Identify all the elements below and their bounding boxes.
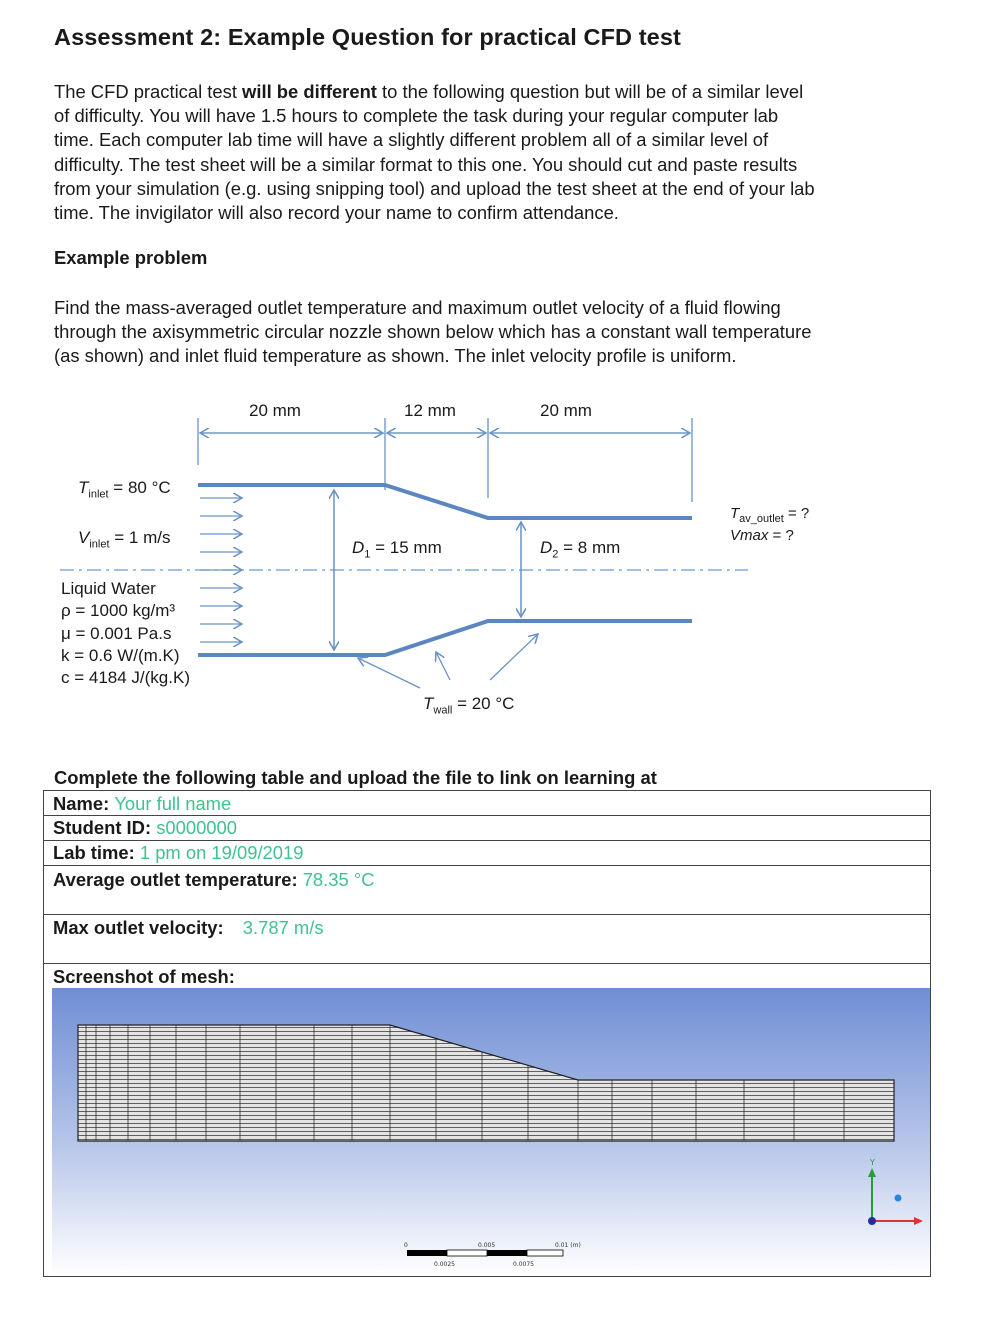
tav-outlet-label: $T_{av\_outlet}$ = ? bbox=[730, 505, 810, 525]
table-row-lab bbox=[43, 840, 931, 866]
fluid-rho: ρ = 1000 kg/m³ bbox=[61, 601, 176, 620]
table-row-name bbox=[43, 790, 931, 816]
dim-label-3: 20 mm bbox=[540, 401, 592, 420]
problem-paragraph bbox=[54, 296, 811, 369]
problem-line: (as shown) and inlet fluid temperature as shown. The inlet velocity profile is uniform. bbox=[54, 345, 737, 367]
velocity-value[interactable]: 3.787 m/s bbox=[242, 917, 324, 938]
intro-line: of difficulty. You will have 1.5 hours to complete the task during your regular computer lab bbox=[54, 105, 779, 127]
twall-arrows bbox=[358, 634, 538, 688]
fluid-c: c = 4184 J/(kg.K) bbox=[61, 668, 190, 687]
mesh-label: Screenshot of mesh: bbox=[53, 966, 235, 987]
dim-label-1: 20 mm bbox=[249, 401, 301, 420]
axis-y-label: Y bbox=[870, 1158, 875, 1167]
fluid-k: k = 0.6 W/(m.K) bbox=[61, 646, 180, 665]
intro-paragraph bbox=[54, 80, 815, 225]
inlet-flow-arrows bbox=[200, 498, 242, 642]
name-value[interactable]: Your full name bbox=[114, 793, 232, 814]
example-heading: Example problem bbox=[54, 247, 208, 268]
intro-line: time. Each computer lab time will have a slightly different problem all of a similar level of bbox=[54, 129, 769, 151]
lab-time-label: Lab time: bbox=[53, 842, 140, 863]
scale-tick: 0 bbox=[404, 1242, 408, 1249]
fluid-name: Liquid Water bbox=[61, 579, 156, 598]
table-row-velocity bbox=[43, 914, 931, 964]
intro-text: The CFD practical test bbox=[54, 81, 243, 102]
scale-tick: 0.01 (m) bbox=[555, 1242, 581, 1249]
name-label: Name: bbox=[53, 793, 115, 814]
lab-time-value[interactable]: 1 pm on 19/09/2019 bbox=[139, 842, 304, 863]
problem-line: Find the mass-averaged outlet temperature and maximum outlet velocity of a fluid flowing bbox=[54, 297, 781, 318]
twall-label: $T_{wall} = 20$ °C bbox=[423, 694, 515, 717]
v-inlet-label: $V_{inlet} = 1$ m/s bbox=[78, 528, 171, 551]
page-title: Assessment 2: Example Question for practical CFD test bbox=[54, 24, 681, 50]
mesh-screenshot bbox=[52, 988, 930, 1275]
intro-line: difficulty. The test sheet will be a similar format to this one. You should cut and paste results bbox=[54, 153, 798, 175]
d1-label: $D_1 = 15$ mm bbox=[352, 538, 442, 561]
problem-line: through the axisymmetric circular nozzle shown below which has a constant wall temperature bbox=[54, 321, 812, 343]
fluid-mu: μ = 0.001 Pa.s bbox=[61, 624, 172, 643]
dimension-lines bbox=[198, 418, 692, 502]
t-inlet-label: $T_{inlet} = 80$ °C bbox=[78, 478, 171, 501]
temperature-value[interactable]: 78.35 °C bbox=[302, 869, 375, 890]
student-id-label: Student ID: bbox=[53, 817, 157, 838]
student-id-value[interactable]: s0000000 bbox=[156, 817, 237, 838]
d2-label: $D_2 = 8$ mm bbox=[540, 538, 621, 561]
intro-bold: will be different bbox=[242, 81, 377, 102]
velocity-label: Max outlet velocity: bbox=[53, 917, 229, 938]
scale-tick: 0.0075 bbox=[513, 1261, 534, 1268]
temperature-label: Average outlet temperature: bbox=[53, 869, 303, 890]
intro-text: to the following question but will be of a similar level bbox=[376, 81, 804, 102]
table-row-id bbox=[43, 815, 931, 841]
vmax-label: Vmax = ? bbox=[730, 527, 794, 544]
dim-label-2: 12 mm bbox=[404, 401, 456, 420]
intro-line: from your simulation (e.g. using snipping tool) and upload the test sheet at the end of your lab bbox=[54, 177, 815, 199]
table-row-temperature bbox=[43, 865, 931, 915]
intro-line: time. The invigilator will also record your name to confirm attendance. bbox=[54, 202, 619, 224]
table-heading: Complete the following table and upload the file to link on learning at bbox=[54, 767, 657, 788]
scale-tick: 0.005 bbox=[478, 1242, 496, 1249]
scale-tick: 0.0025 bbox=[434, 1261, 455, 1268]
